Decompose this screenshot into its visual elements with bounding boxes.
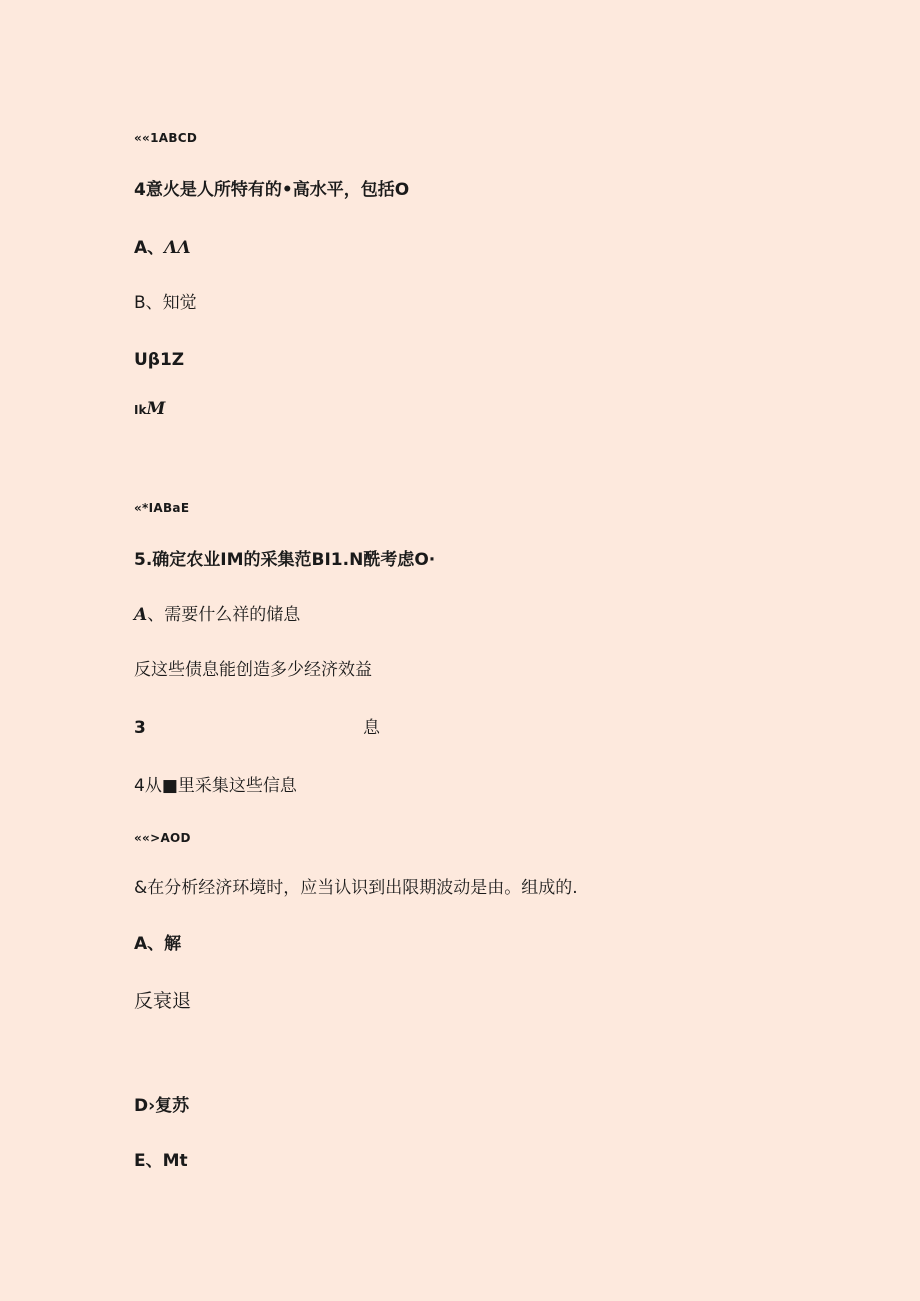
q5-option-a-text: 、需要什么祥的储息 [147, 605, 301, 625]
q4-option-d-prefix: Ik [134, 403, 147, 417]
q5-option-a [134, 607, 300, 624]
question-5: 5.确定农业IM的采集范BI1.N酰考虑O· [134, 550, 436, 570]
answer-line-q3: ««1ABCD [134, 131, 198, 145]
q6-option-a: A、解 [134, 934, 182, 954]
q5-option-d: 4从■里采集这些信息 [134, 776, 297, 796]
q4-option-a-prefix: A、 [134, 238, 165, 258]
question-6: &在分析经济环境时，应当认识到出限期波动是由。组成的. [134, 878, 578, 898]
q4-option-b: B、知觉 [134, 293, 197, 313]
q5-option-c-right: 息 [363, 718, 380, 738]
q5-option-a-prefix: A [134, 605, 148, 625]
q6-option-e: E、Mt [134, 1151, 188, 1171]
q4-option-d [134, 401, 165, 418]
q6-option-d: D›复苏 [134, 1096, 190, 1116]
q5-option-c-left: 3 [134, 718, 146, 738]
answer-line-q5: ««>AOD [134, 831, 191, 845]
q5-option-b: 反这些债息能创造多少经济效益 [134, 660, 372, 680]
q4-option-a-text: ΛΛ [164, 238, 191, 258]
q4-option-c: Uβ1Z [134, 350, 185, 370]
q6-option-b: 反衰退 [134, 990, 192, 1012]
answer-line-q4: «*IABaE [134, 501, 190, 515]
question-4: 4意火是人所特有的•高水平，包括O [134, 180, 410, 200]
q4-option-a [134, 240, 191, 257]
q4-option-d-text: M [146, 399, 166, 419]
